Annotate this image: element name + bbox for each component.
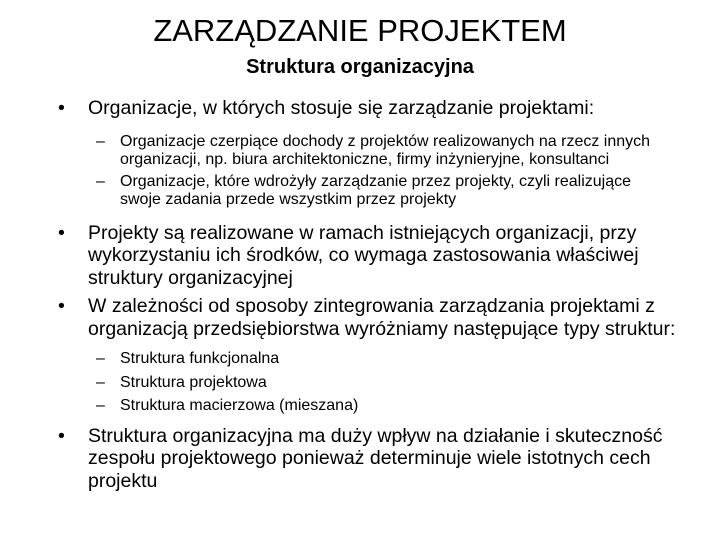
bullet-marker: •: [58, 295, 65, 317]
sub-bullet-marker: –: [96, 172, 105, 190]
sub-bullet-text: Struktura funkcjonalna: [120, 350, 280, 367]
slide-subtitle: Struktura organizacyjna: [246, 56, 474, 78]
sub-bullet-text: Struktura macierzowa (mieszana): [120, 397, 359, 414]
bullet-marker: •: [58, 97, 65, 119]
bullet-item: [0, 295, 720, 340]
sub-bullet-item: [0, 374, 720, 393]
sub-bullet-text: Organizacje, które wdrożyły zarządzanie przez projekty, czyli realizujące swoje zadania przede wszystkim przez projekty: [120, 172, 632, 208]
bullet-text: Projekty są realizowane w ramach istniejących organizacji, przy wykorzystaniu ich środków, co wymaga zastosowania właściwej struktury organizacyjnej: [88, 221, 639, 289]
bullet-marker: •: [58, 424, 65, 447]
bullet-item: [0, 425, 720, 493]
sub-bullet-item: [0, 350, 720, 369]
sub-bullet-item: [0, 397, 720, 416]
bullet-text: Struktura organizacyjna ma duży wpływ na działanie i skuteczność zespołu projektowego ponieważ determinuje wiele istotnych cech projektu: [88, 424, 663, 492]
bullet-item: [0, 222, 720, 290]
sub-bullet-marker: –: [96, 132, 105, 150]
bullet-item: [0, 97, 720, 120]
bullet-text: W zależności od sposoby zintegrowania zarządzania projektami z organizacją przedsiębiorstwa wyróżniamy następujące typy struktur:: [88, 295, 676, 340]
sub-bullet-item: [0, 133, 720, 170]
sub-bullet-text: Struktura projektowa: [120, 373, 267, 391]
sub-bullet-marker: –: [96, 373, 105, 391]
sub-bullet-marker: –: [96, 350, 105, 367]
slide-content: [0, 97, 720, 492]
sub-bullet-item: [0, 173, 720, 210]
slide-title: ZARZĄDZANIE PROJEKTEM: [153, 13, 567, 48]
sub-bullet-marker: –: [96, 397, 105, 414]
bullet-marker: •: [58, 221, 65, 244]
sub-bullet-text: Organizacje czerpiące dochody z projektów realizowanych na rzecz innych organizacji, np. biura architektoniczne, firmy inżynieryjne, konsultanci: [120, 132, 651, 168]
bullet-text: Organizacje, w których stosuje się zarządzanie projektami:: [88, 97, 595, 119]
